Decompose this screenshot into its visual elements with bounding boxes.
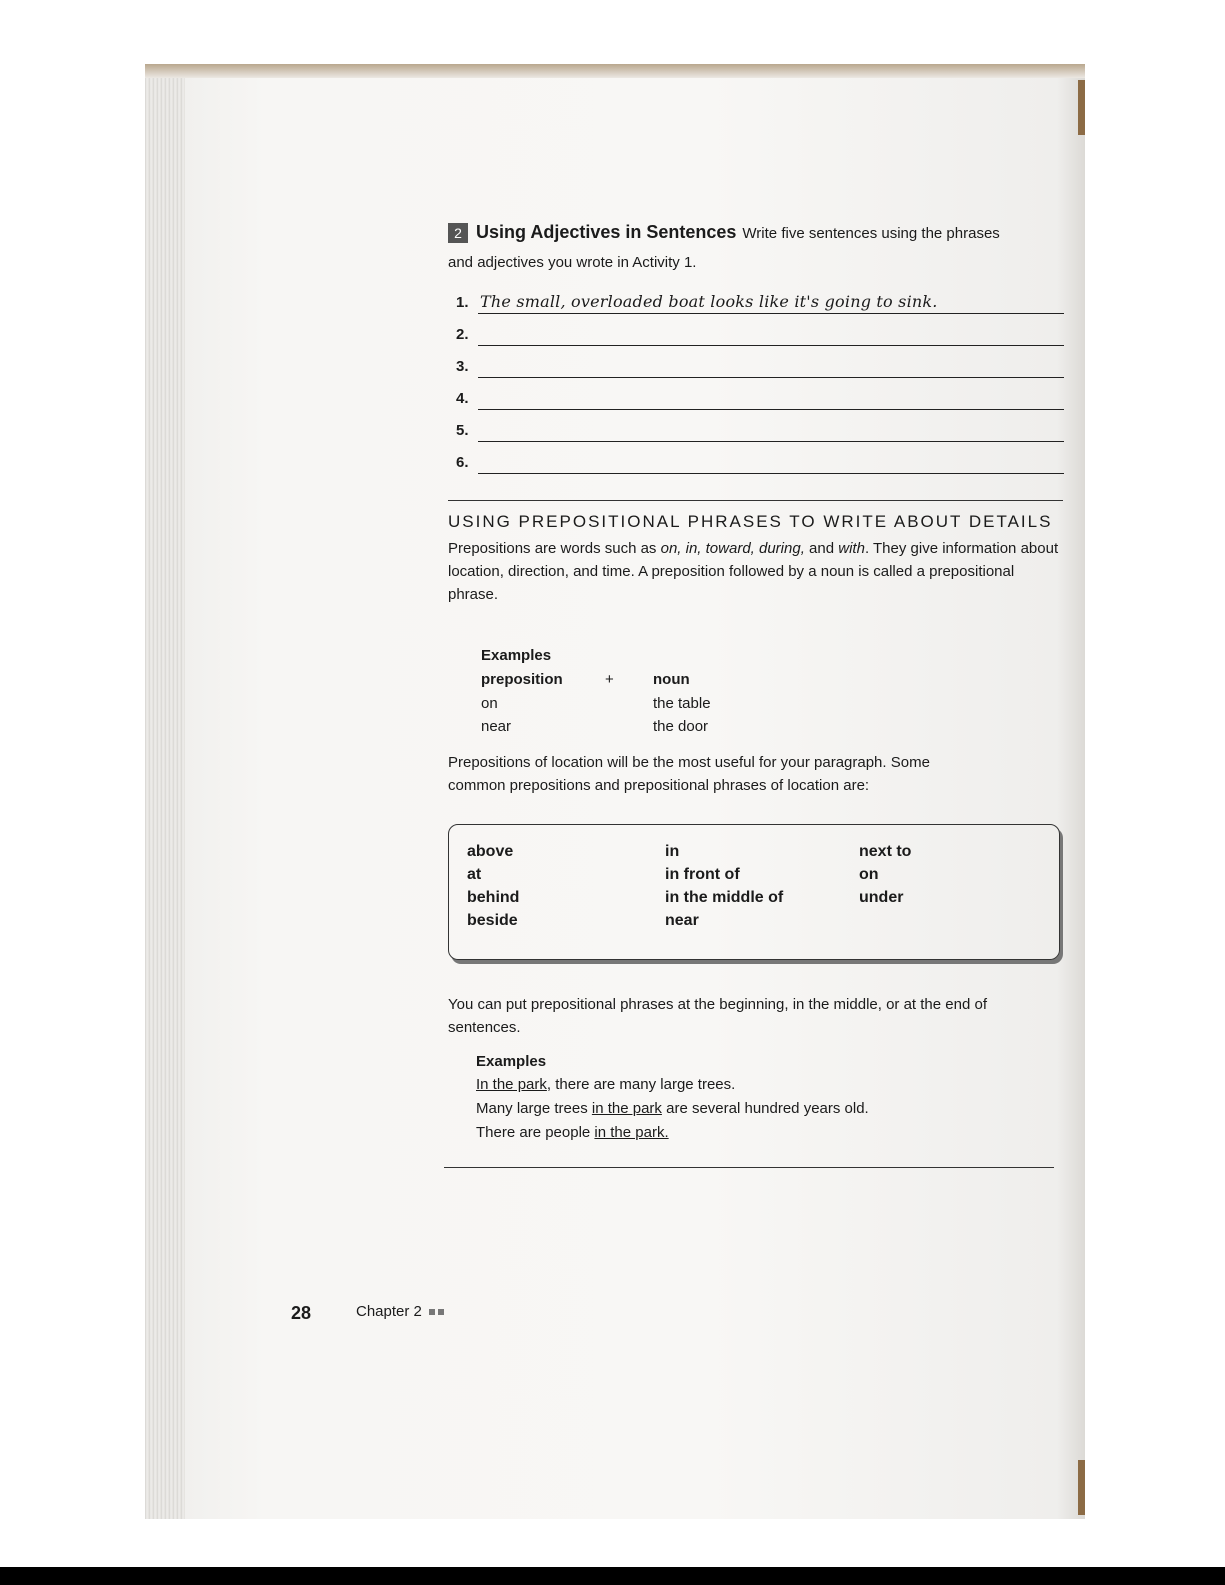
box-word: in — [665, 843, 680, 860]
line-number: 4. — [456, 390, 469, 407]
box-word: behind — [467, 889, 520, 906]
writing-rule — [478, 345, 1064, 346]
box-word: in front of — [665, 866, 740, 883]
box-word: at — [467, 866, 482, 883]
line-number: 6. — [456, 454, 469, 471]
prepositional-phrase: in the park — [591, 1100, 662, 1117]
answer-line-1[interactable] — [456, 294, 1064, 314]
example-noun: the door — [653, 718, 709, 735]
line-number: 3. — [456, 358, 469, 375]
page-number: 28 — [291, 1303, 312, 1323]
prepositions-of-location-box — [448, 824, 1060, 960]
activity-instruction: Write five sentences using the phrases — [742, 225, 1000, 242]
example-sentence-3: There are people in the park. — [476, 1124, 669, 1141]
example-preposition: on — [481, 695, 498, 712]
square-icon — [438, 1309, 444, 1315]
example-noun: the table — [653, 695, 711, 712]
activity-heading — [448, 222, 1000, 243]
answer-line-5[interactable] — [456, 422, 1064, 442]
box-word: under — [859, 889, 904, 906]
square-icon — [429, 1309, 435, 1315]
scan-bottom-border — [0, 1567, 1225, 1585]
examples-label: Examples — [476, 1053, 547, 1070]
writing-rule — [478, 441, 1064, 442]
intro-with: with — [838, 540, 865, 557]
section-heading: USING PREPOSITIONAL PHRASES TO WRITE ABOUT DETAILS — [448, 512, 1053, 531]
noun-column-head: noun — [653, 671, 690, 688]
example-sentence-1: In the park, there are many large trees. — [476, 1076, 736, 1093]
activity-instruction-continued: and adjectives you wrote in Activity 1. — [448, 254, 697, 271]
answer-line-6[interactable] — [456, 454, 1064, 474]
plus-sign: + — [605, 671, 614, 688]
box-word: beside — [467, 912, 518, 929]
line-number: 1. — [456, 294, 469, 311]
prepositional-phrase: in the park. — [594, 1124, 669, 1141]
placement-text: You can put prepositional phrases at the beginning, in the middle, or at the end of sentences. — [448, 996, 987, 1036]
answer-line-3[interactable] — [456, 358, 1064, 378]
handwritten-answer: The small, overloaded boat looks like it's going to sink. — [480, 292, 938, 311]
example-sentence-2: Many large trees in the park are several hundred years old. — [476, 1100, 869, 1117]
writing-rule — [478, 313, 1064, 314]
page-top-edge — [145, 64, 1085, 78]
section-divider — [448, 500, 1063, 501]
box-word: in the middle of — [665, 889, 784, 906]
location-intro: Prepositions of location will be the most useful for your paragraph. Some common prepositions and prepositional phrases of location are: — [448, 754, 930, 794]
box-word: on — [859, 866, 879, 883]
box-word: next to — [859, 843, 912, 860]
chapter-label: Chapter 2 — [356, 1303, 444, 1320]
writing-rule — [478, 409, 1064, 410]
answer-line-2[interactable] — [456, 326, 1064, 346]
binding-mark-top — [1078, 80, 1085, 135]
preposition-column-head: preposition — [481, 671, 563, 688]
page-stack-edge — [145, 64, 185, 1519]
intro-examples: on, in, toward, during, — [660, 540, 805, 557]
section-divider — [444, 1167, 1054, 1168]
binding-mark-bottom — [1078, 1460, 1085, 1515]
prepositional-phrase: In the park — [476, 1076, 547, 1093]
answer-line-4[interactable] — [456, 390, 1064, 410]
examples-label: Examples — [481, 647, 552, 664]
line-number: 2. — [456, 326, 469, 343]
activity-number-badge: 2 — [448, 223, 468, 243]
writing-rule — [478, 473, 1064, 474]
activity-title: Using Adjectives in Sentences — [476, 222, 737, 242]
line-number: 5. — [456, 422, 469, 439]
box-word: near — [665, 912, 699, 929]
example-preposition: near — [481, 718, 512, 735]
section-intro: Prepositions are words such as on, in, toward, during, and with. They give information about location, direction, and time. A preposition followed by a noun is called a prepositional phrase. — [448, 540, 1059, 603]
writing-rule — [478, 377, 1064, 378]
box-word: above — [467, 843, 514, 860]
